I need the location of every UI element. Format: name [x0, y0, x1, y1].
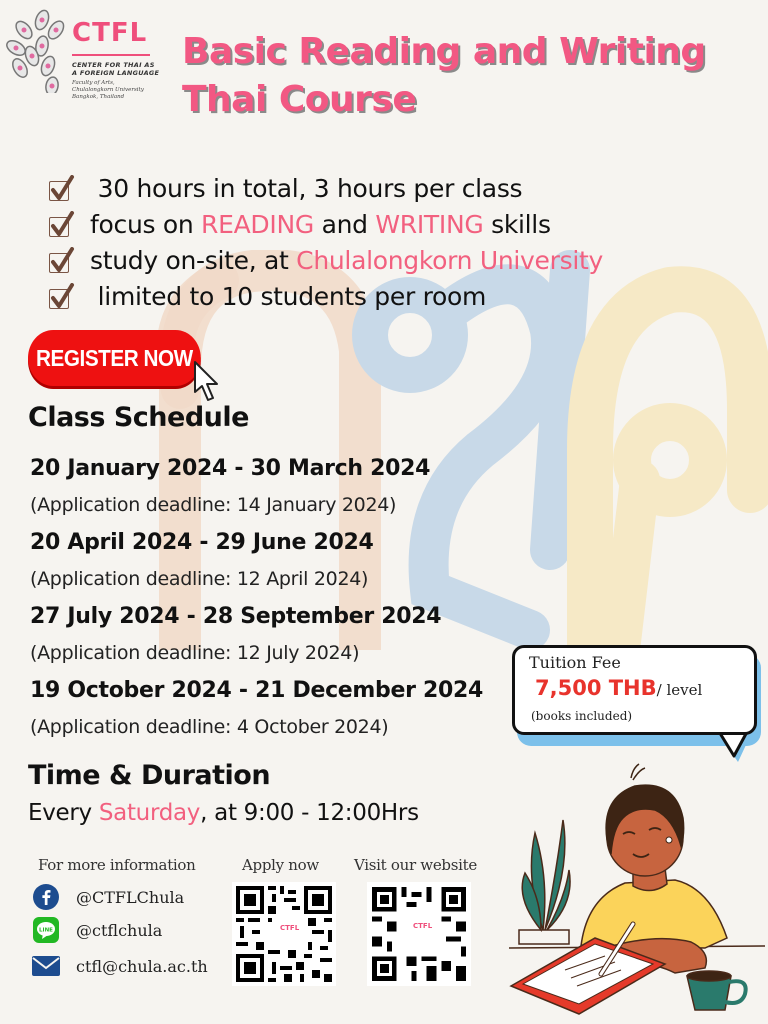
tuition-amount: 7,500 THB/ level — [535, 676, 703, 700]
email-icon — [32, 952, 60, 980]
line-icon — [32, 916, 60, 944]
feature-item — [48, 278, 603, 314]
svg-text:LINE: LINE — [39, 927, 53, 934]
logo-center-line1: CENTER FOR THAI AS — [72, 61, 155, 69]
session-deadline: (Application deadline: 12 April 2024) — [30, 568, 369, 590]
contact-line[interactable] — [32, 916, 162, 944]
tuition-fee-bubble — [512, 645, 757, 735]
line-handle: @ctflchula — [76, 920, 163, 940]
contact-email[interactable] — [32, 952, 208, 980]
time-duration-text: Every Saturday, at 9:00 - 12:00Hrs — [28, 800, 419, 826]
session-date-range: 27 July 2024 - 28 September 2024 — [30, 604, 442, 629]
checkbox-checked-icon — [48, 247, 74, 273]
logo-faculty-line3: Bangkok, Thailand — [72, 94, 125, 100]
logo-acronym: CTFL — [72, 18, 148, 48]
session-deadline: (Application deadline: 4 October 2024) — [30, 716, 389, 738]
facebook-icon — [32, 883, 60, 911]
qr-ctfl-logo: CTFL — [401, 920, 435, 944]
feature-checklist — [48, 170, 603, 314]
peacock-feathers-icon — [4, 8, 66, 93]
facebook-handle: @CTFLChula — [76, 887, 185, 907]
apply-now-qr-code[interactable] — [232, 882, 336, 986]
tuition-note: (books included) — [531, 709, 633, 723]
logo-center-line2: A FOREIGN LANGUAGE — [72, 69, 160, 77]
checkbox-checked-icon — [48, 211, 74, 237]
feature-text: limited to 10 students per room — [97, 281, 487, 311]
mouse-cursor-icon — [192, 360, 222, 404]
class-schedule-heading: Class Schedule — [28, 402, 249, 433]
logo-underline — [72, 54, 150, 56]
feature-text: study on-site, at Chulalongkorn University — [90, 245, 603, 275]
session-deadline: (Application deadline: 12 July 2024) — [30, 642, 360, 664]
tuition-unit: / level — [656, 681, 703, 699]
visit-website-heading: Visit our website — [354, 856, 477, 874]
page-title — [182, 28, 762, 124]
visit-website-qr-code[interactable] — [367, 882, 471, 986]
title-line-2: Thai Course — [182, 79, 417, 120]
more-info-heading: For more information — [38, 856, 196, 874]
logo-center-name — [72, 61, 159, 77]
session-deadline: (Application deadline: 14 January 2024) — [30, 494, 397, 516]
feature-text: focus on READING and WRITING skills — [90, 209, 551, 239]
feature-text: 30 hours in total, 3 hours per class — [97, 173, 523, 203]
tuition-label: Tuition Fee — [529, 653, 621, 672]
class-day: Saturday — [98, 800, 201, 826]
logo-faculty-line2: Chulalongkorn University — [72, 87, 144, 93]
session-date-range: 20 April 2024 - 29 June 2024 — [30, 530, 374, 555]
checkbox-checked-icon — [48, 175, 74, 201]
feature-item — [48, 170, 603, 206]
logo-faculty — [72, 80, 144, 101]
feature-item — [48, 206, 603, 242]
schedule-list — [30, 450, 483, 746]
apply-now-heading: Apply now — [242, 856, 319, 874]
register-now-button[interactable]: REGISTER NOW — [28, 330, 201, 386]
email-address: ctfl@chula.ac.th — [76, 956, 208, 976]
contact-facebook[interactable] — [32, 883, 184, 911]
time-duration-heading: Time & Duration — [28, 760, 271, 791]
title-line-1: Basic Reading and Writing — [182, 31, 706, 72]
session-date-range: 20 January 2024 - 30 March 2024 — [30, 456, 431, 481]
checkbox-checked-icon — [48, 283, 74, 309]
feature-item — [48, 242, 603, 278]
student-writing-illustration — [505, 758, 765, 1022]
session-date-range: 19 October 2024 - 21 December 2024 — [30, 678, 484, 703]
ctfl-logo — [4, 8, 174, 103]
qr-ctfl-logo: CTFL — [268, 922, 302, 946]
logo-faculty-line1: Faculty of Arts, — [72, 80, 115, 86]
